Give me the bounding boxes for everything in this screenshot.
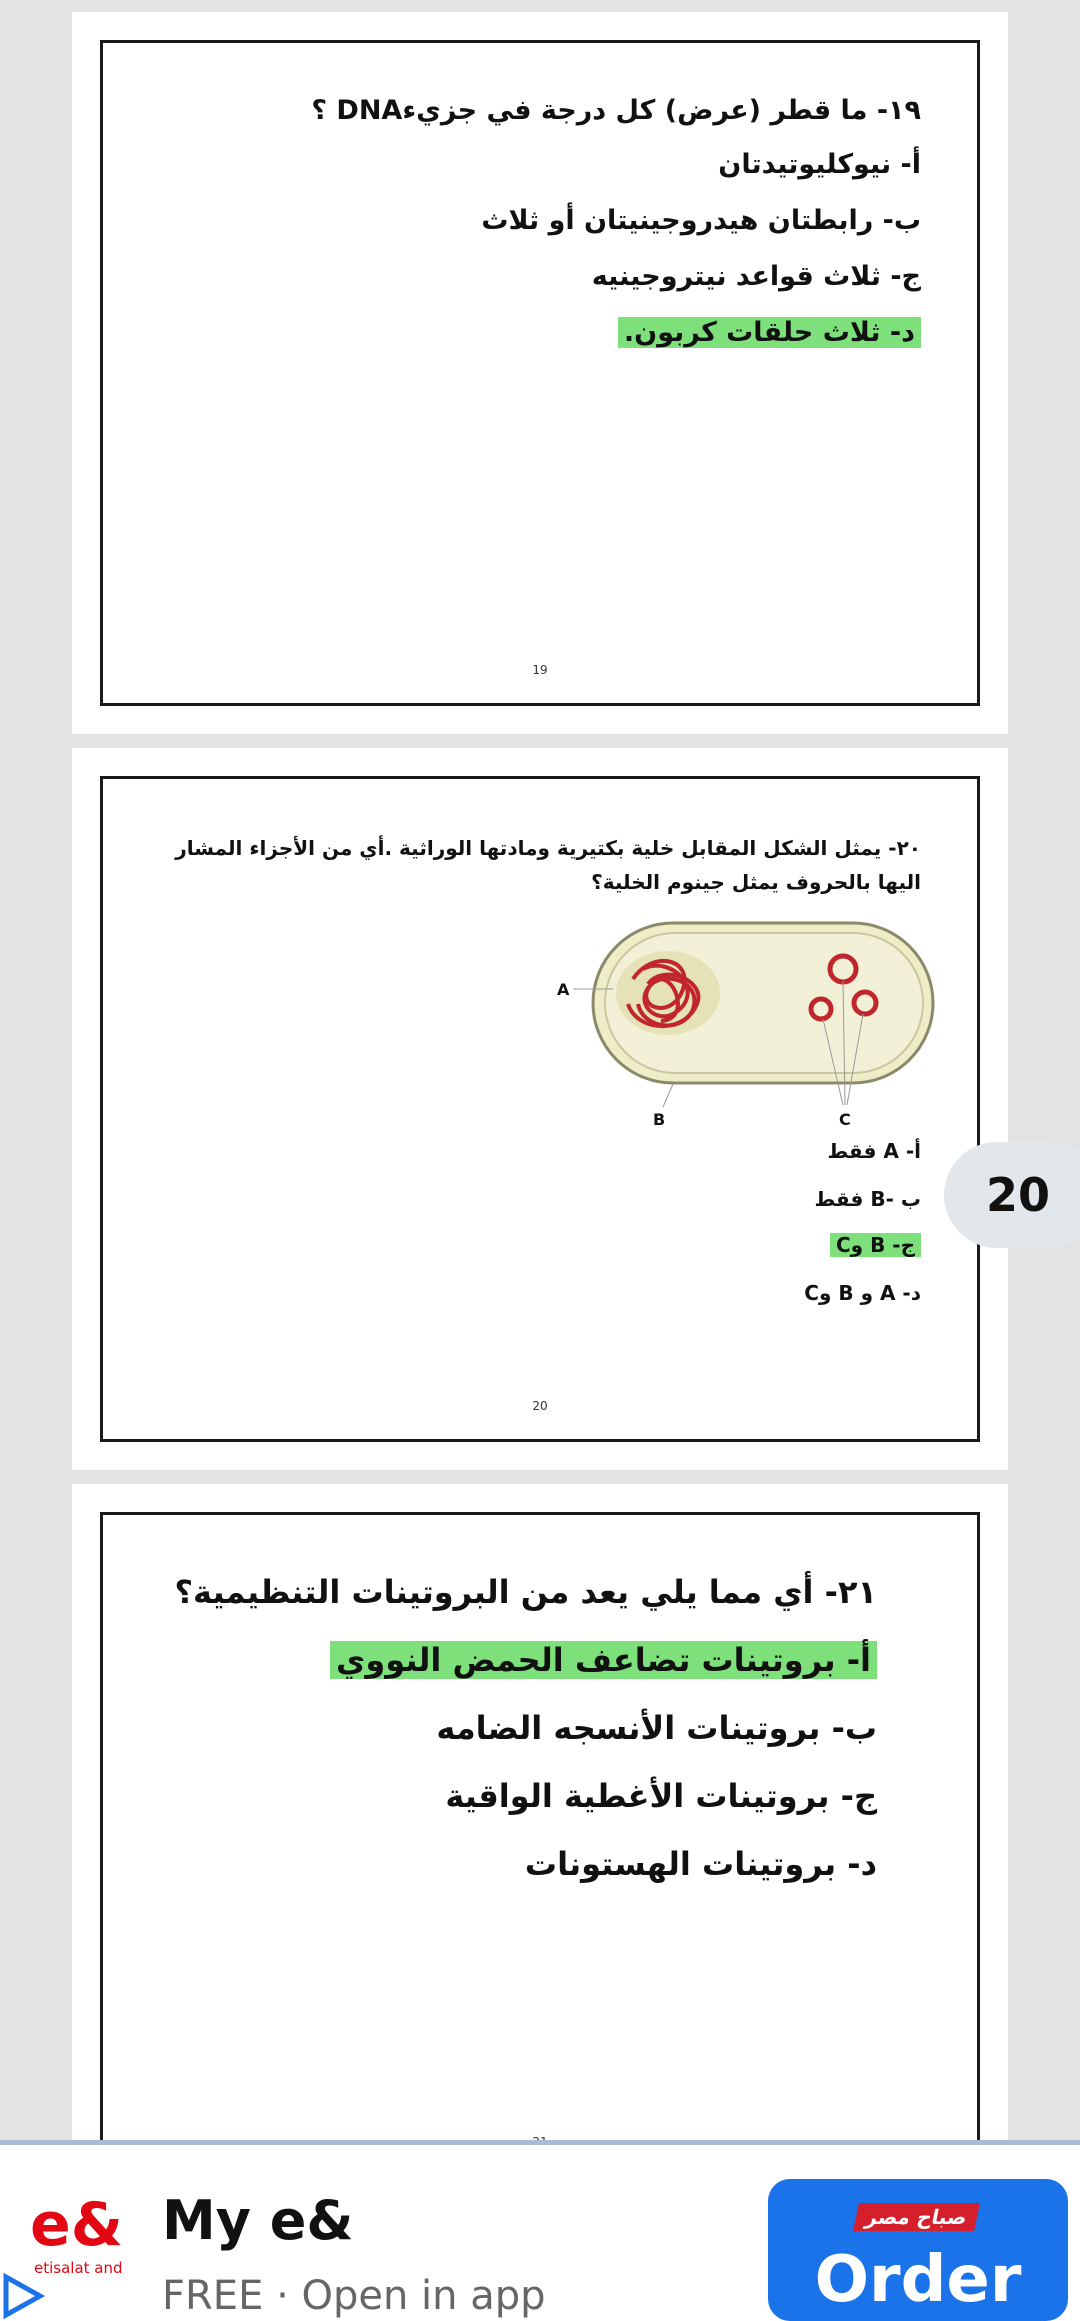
option-a (330, 1641, 877, 1679)
option-d: د- A و B وC (804, 1281, 921, 1305)
label-c: C (839, 1110, 851, 1129)
label-a: A (557, 980, 570, 999)
option-c (830, 1233, 921, 1257)
option-b: ب- رابطتان هيدروجينيتان أو ثلاث (481, 205, 921, 236)
option-a: أ- نيوكليوتيدتان (718, 149, 921, 180)
correct-answer-highlight: ج- B وC (830, 1233, 921, 1257)
slide-frame (100, 776, 980, 1442)
correct-answer-highlight: د- ثلاث حلقات كربون. (618, 317, 921, 348)
ad-subtitle: FREE · Open in app (162, 2273, 546, 2319)
order-button[interactable]: Order (768, 2179, 1068, 2321)
adchoices-icon[interactable] (0, 2271, 46, 2321)
page-number: 19 (532, 663, 548, 677)
slide-20 (72, 748, 1008, 1470)
watermark: صباح مصر (853, 2203, 980, 2231)
bacterial-cell-diagram (543, 909, 943, 1129)
question-text: ٢١- أي مما يلي يعد من البروتينات التنظيمية؟ (174, 1573, 877, 1611)
question-text: ١٩- ما قطر (عرض) كل درجة في جزيءDNA ؟ (311, 95, 921, 126)
option-b: ب- بروتينات الأنسجه الضامه (436, 1709, 877, 1747)
slide-frame (100, 1512, 980, 2178)
brand-logo-mark: e& (30, 2190, 124, 2260)
slide-21 (72, 1484, 1008, 2206)
ad-banner[interactable] (0, 2140, 1080, 2321)
option-a: أ- A فقط (827, 1139, 921, 1163)
page-number: 20 (532, 1399, 548, 1413)
label-b: B (653, 1110, 666, 1129)
option-d (618, 317, 921, 348)
page-counter-badge: 20 (944, 1142, 1080, 1248)
slide-19 (72, 12, 1008, 734)
slide-frame (100, 40, 980, 706)
option-d: د- بروتينات الهستونات (524, 1845, 877, 1883)
brand-logo-subtitle: etisalat and (34, 2259, 123, 2277)
option-c: ج- بروتينات الأغطية الواقية (445, 1777, 877, 1815)
option-b: ب -B فقط (814, 1187, 921, 1211)
question-text: ٢٠- يمثل الشكل المقابل خلية بكتيرية ومادتها الوراثية .أي من الأجزاء المشار اليها بالحروف يمثل جينوم الخلية؟ (175, 836, 921, 894)
correct-answer-highlight: أ- بروتينات تضاعف الحمض النووي (330, 1641, 877, 1679)
brand-logo (30, 2190, 124, 2277)
ad-title: My e& (162, 2189, 354, 2252)
option-c: ج- ثلاث قواعد نيتروجينيه (591, 261, 921, 292)
